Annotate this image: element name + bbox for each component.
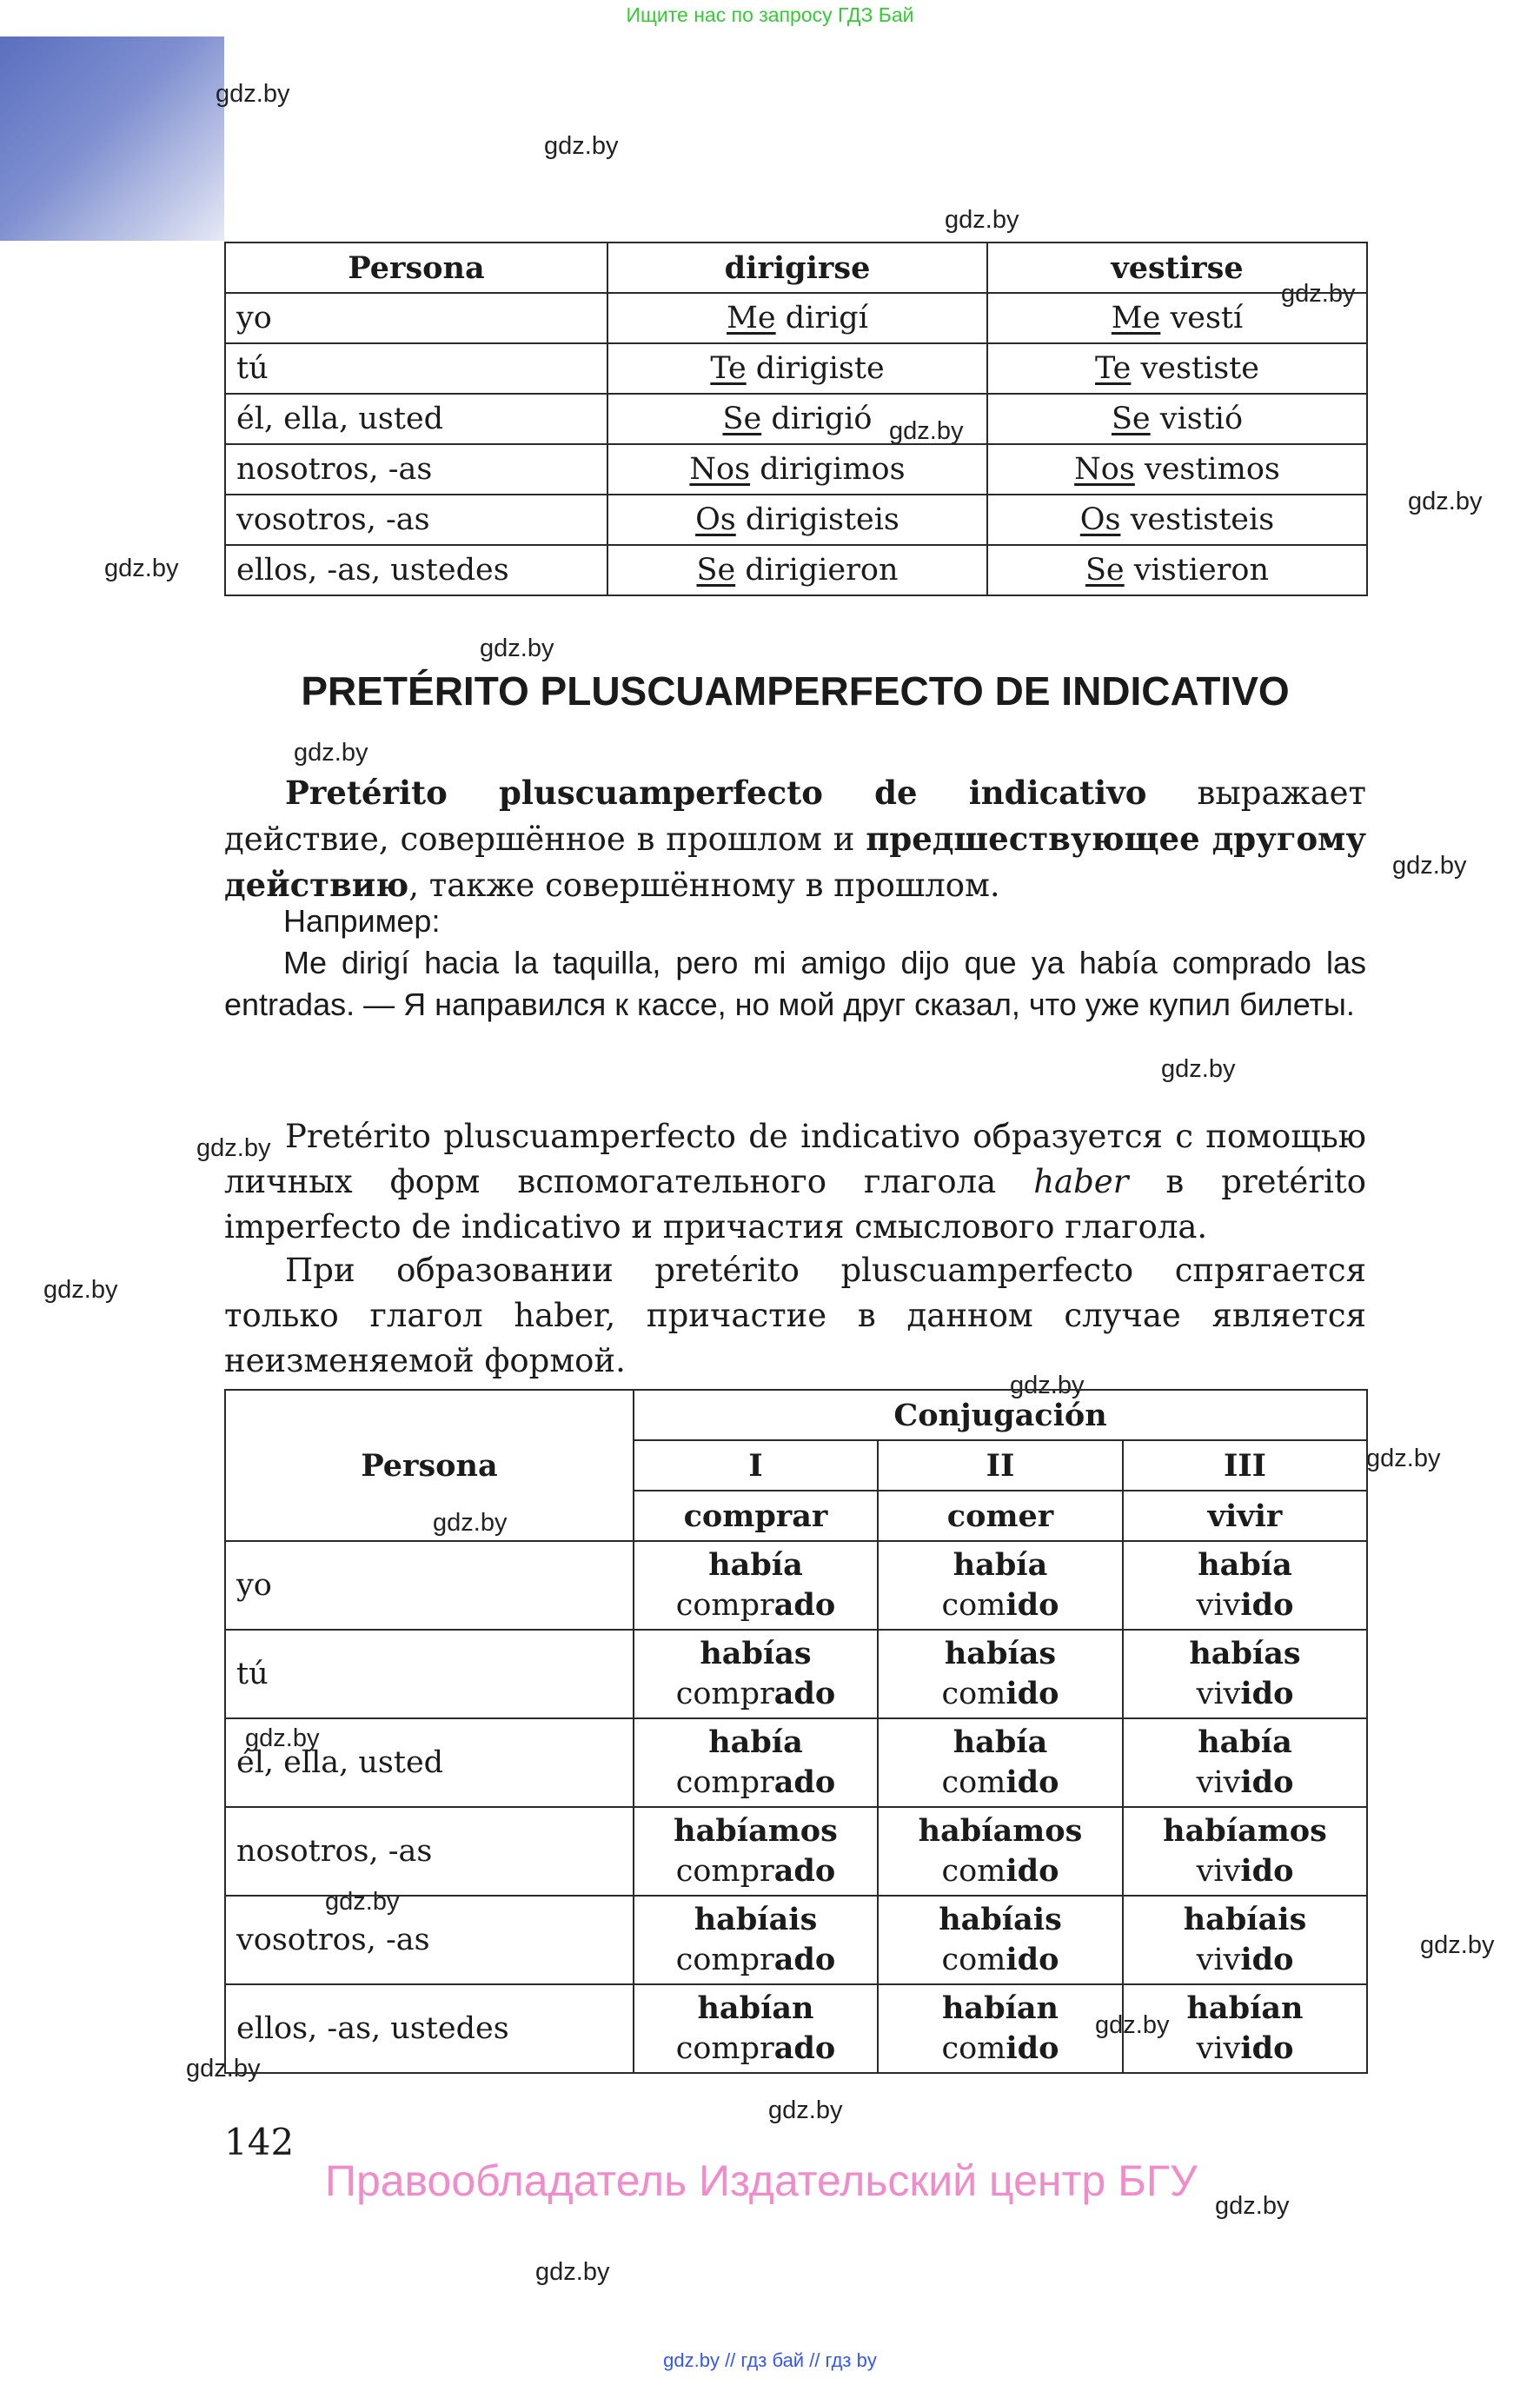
corner-decoration <box>0 37 224 241</box>
watermark: gdz.by <box>186 2055 261 2083</box>
watermark: gdz.by <box>294 739 368 767</box>
persona-cell: él, ella, usted <box>225 1718 634 1807</box>
conjugation-cell: habíais vivido <box>1123 1896 1367 1984</box>
watermark: gdz.by <box>1366 1445 1441 1472</box>
verb-form: dirigiste <box>746 351 885 386</box>
watermark: gdz.by <box>1408 488 1483 515</box>
watermark: gdz.by <box>216 80 290 108</box>
conjugation-cell: había comido <box>878 1541 1123 1630</box>
table-row <box>225 495 1367 545</box>
conjugation-cell: habían comprado <box>634 1984 878 2073</box>
verb-form: dirigí <box>775 301 868 335</box>
persona-cell: vosotros, -as <box>225 495 607 545</box>
table-row <box>225 1984 1367 2073</box>
persona-cell: ellos, -as, ustedes <box>225 1984 634 2073</box>
persona-cell: tú <box>225 343 607 394</box>
watermark: gdz.by <box>1215 2192 1290 2220</box>
conjugation-cell <box>607 545 987 595</box>
persona-cell: él, ella, usted <box>225 394 607 444</box>
conjugation-cell <box>987 444 1367 495</box>
watermark: gdz.by <box>104 555 179 582</box>
header-persona: Persona <box>225 242 607 293</box>
table-row <box>225 1541 1367 1630</box>
conjugation-cell <box>987 293 1367 343</box>
watermark: gdz.by <box>325 1888 400 1916</box>
conjugation-cell <box>607 495 987 545</box>
conjugation-cell: había comido <box>878 1718 1123 1807</box>
example-label: Например: <box>283 903 441 939</box>
table-header-row <box>225 242 1367 293</box>
table-row <box>225 1807 1367 1896</box>
header-verb: comprar <box>634 1491 878 1541</box>
rule-paragraph: При образовании pretérito pluscuamperfecto спрягается только глагол haber, причастие в данном случае является неизменяемой формой. <box>224 1252 1366 1379</box>
conjugation-cell: habías comprado <box>634 1630 878 1718</box>
conjugation-cell <box>987 394 1367 444</box>
watermark: gdz.by <box>433 1509 508 1537</box>
header-group: III <box>1123 1440 1367 1491</box>
header-vestirse: vestirse <box>987 242 1367 293</box>
reflexive-pronoun: Se <box>1111 402 1151 436</box>
verb-form: vistió <box>1150 402 1244 436</box>
conjugation-cell <box>987 545 1367 595</box>
table-row <box>225 1896 1367 1984</box>
table-row <box>225 1718 1367 1807</box>
reflexive-pronoun: Te <box>710 351 747 386</box>
watermark: gdz.by <box>1095 2011 1170 2039</box>
conjugation-cell: habíamos comido <box>878 1807 1123 1896</box>
term-bold: Pretérito pluscuamperfecto de indicativo <box>285 774 1147 812</box>
watermark: gdz.by <box>480 634 554 662</box>
persona-cell: vosotros, -as <box>225 1896 634 1984</box>
persona-cell: yo <box>225 1541 634 1630</box>
watermark: gdz.by <box>889 417 964 445</box>
reflexive-pronoun: Se <box>722 402 762 436</box>
reflexive-pronoun: Me <box>727 301 776 335</box>
watermark: gdz.by <box>1420 1931 1495 1959</box>
verb-form: dirigió <box>761 402 873 436</box>
formation-paragraph: Pretérito pluscuamperfecto de indicativo образуется с помощью личных форм вспомогательного глагола haber в pretérito imperfecto de indicativo и причастия смыслового глагола. <box>224 1118 1366 1246</box>
reflexive-pronoun: Me <box>1111 301 1161 335</box>
publisher-notice: Правообладатель Издательский центр БГУ <box>325 2156 1198 2205</box>
conjugation-cell: había vivido <box>1123 1718 1367 1807</box>
verb-form: vestisteis <box>1120 502 1275 537</box>
header-group: II <box>878 1440 1123 1491</box>
verb-form: vestimos <box>1134 452 1280 487</box>
table-header-row <box>225 1390 1367 1440</box>
verb-form: dirigimos <box>750 452 906 487</box>
conjugation-cell <box>987 495 1367 545</box>
watermark: gdz.by <box>945 206 1019 234</box>
conjugation-cell: había comprado <box>634 1541 878 1630</box>
watermark: gdz.by <box>1010 1372 1085 1399</box>
reflexive-pronoun: Os <box>695 502 736 537</box>
header-dirigirse: dirigirse <box>607 242 987 293</box>
reflexive-pronoun: Os <box>1079 502 1121 537</box>
table-row <box>225 394 1367 444</box>
watermark: gdz.by <box>1392 852 1467 880</box>
header-verb: comer <box>878 1491 1123 1541</box>
verb-form: dirigisteis <box>735 502 899 537</box>
watermark: gdz.by <box>43 1276 118 1304</box>
auxiliary-verb: haber <box>1033 1163 1129 1200</box>
persona-cell: ellos, -as, ustedes <box>225 545 607 595</box>
example-text: Me dirigí hacia la taquilla, pero mi amigo dijo que ya había comprado las entradas. — Я направился к кассе, но мой друг сказал, что уже купил билеты. <box>224 945 1366 1022</box>
verb-form: vestí <box>1160 301 1244 335</box>
conjugation-cell: habíamos comprado <box>634 1807 878 1896</box>
header-group: I <box>634 1440 878 1491</box>
conjugation-cell: habíais comprado <box>634 1896 878 1984</box>
reflexive-pronoun: Se <box>1085 553 1125 588</box>
pluscuamperfecto-table <box>224 1389 1368 2074</box>
table-row <box>225 343 1367 394</box>
page-number: 142 <box>224 2121 295 2163</box>
conjugation-cell <box>607 293 987 343</box>
conjugation-cell: habías vivido <box>1123 1630 1367 1718</box>
verb-form: vistieron <box>1124 553 1270 588</box>
conjugation-cell: habíamos vivido <box>1123 1807 1367 1896</box>
footer-links[interactable]: gdz.by // гдз бай // гдз by <box>663 2349 877 2371</box>
persona-cell: tú <box>225 1630 634 1718</box>
table-row <box>225 545 1367 595</box>
reflexive-pronoun: Nos <box>1074 452 1135 487</box>
watermark: gdz.by <box>1161 1055 1236 1083</box>
section-heading: PRETÉRITO PLUSCUAMPERFECTO DE INDICATIVO <box>301 668 1290 714</box>
reflexive-pronoun: Te <box>1095 351 1132 386</box>
conjugation-cell: había vivido <box>1123 1541 1367 1630</box>
reflexive-conjugation-table <box>224 242 1368 596</box>
reflexive-pronoun: Se <box>696 553 736 588</box>
verb-form: dirigieron <box>735 553 899 588</box>
watermark: gdz.by <box>768 2096 843 2124</box>
persona-cell: nosotros, -as <box>225 1807 634 1896</box>
header-conjugacion: Conjugación <box>634 1390 1367 1440</box>
watermark: gdz.by <box>535 2258 610 2286</box>
watermark: gdz.by <box>1281 280 1356 308</box>
conjugation-cell <box>987 343 1367 394</box>
verb-form: vestiste <box>1131 351 1259 386</box>
conjugation-cell: habías comido <box>878 1630 1123 1718</box>
persona-cell: nosotros, -as <box>225 444 607 495</box>
table-row <box>225 1630 1367 1718</box>
persona-cell: yo <box>225 293 607 343</box>
conjugation-cell <box>607 394 987 444</box>
conjugation-cell: habían vivido <box>1123 1984 1367 2073</box>
watermark: gdz.by <box>245 1724 320 1752</box>
emphasis-bold: предшествующее другому действию <box>224 820 1367 904</box>
conjugation-cell: habían comido <box>878 1984 1123 2073</box>
watermark: gdz.by <box>544 132 619 160</box>
top-banner[interactable]: Ищите нас по запросу ГДЗ Бай <box>626 3 914 26</box>
conjugation-cell: había comprado <box>634 1718 878 1807</box>
definition-paragraph: Pretérito pluscuamperfecto de indicativo выражает действие, совершённое в прошлом и предшествующее другому действию, также совершённому в прошлом. <box>224 774 1367 904</box>
reflexive-pronoun: Nos <box>689 452 751 487</box>
table-row <box>225 444 1367 495</box>
watermark: gdz.by <box>196 1134 271 1162</box>
conjugation-cell <box>607 343 987 394</box>
table-row <box>225 293 1367 343</box>
conjugation-cell <box>607 444 987 495</box>
header-persona: Persona <box>225 1390 634 1541</box>
conjugation-cell: habíais comido <box>878 1896 1123 1984</box>
header-verb: vivir <box>1123 1491 1367 1541</box>
